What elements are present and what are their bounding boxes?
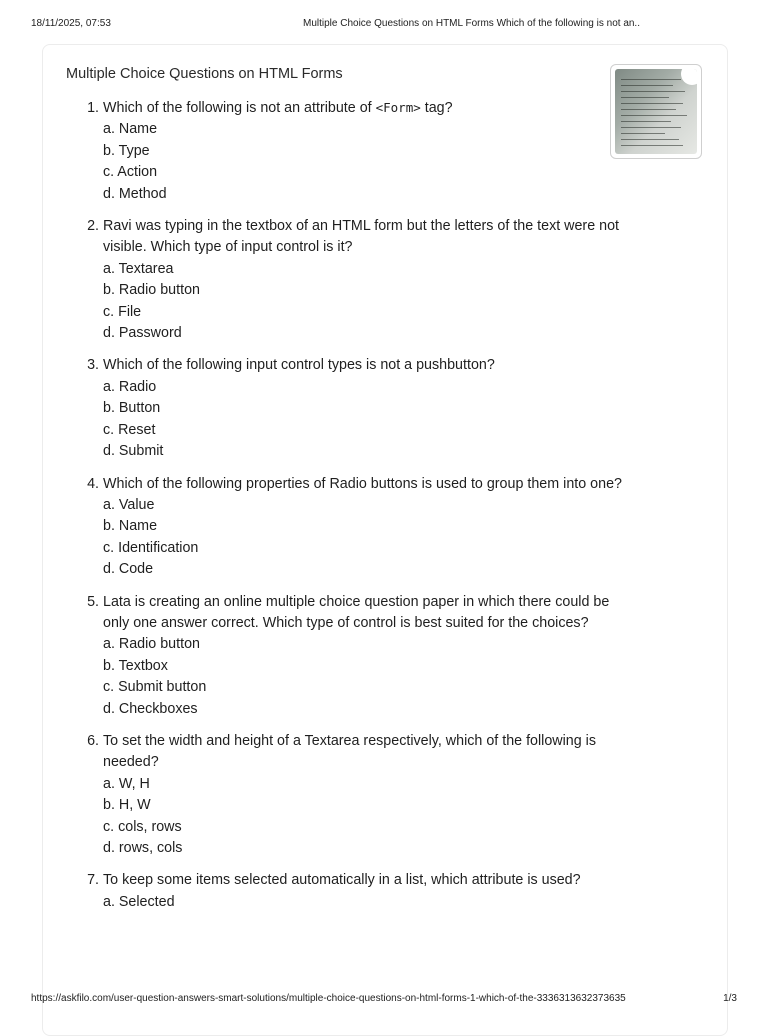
option-list xyxy=(103,377,623,463)
print-date: 18/11/2025, 07:53 xyxy=(31,18,111,29)
source-url: https://askfilo.com/user-question-answers-smart-solutions/multiple-choice-questions-on-html-forms-1-which-of-the-3336313632373635 xyxy=(31,993,626,1004)
option-list xyxy=(103,259,623,345)
option: a. Radio xyxy=(103,378,157,395)
option: d. Code xyxy=(103,561,154,578)
question-item xyxy=(103,592,623,720)
question-text: 6. To set the width and height of a Textarea respectively, which of the following is needed? xyxy=(103,732,596,771)
option: a. W, H xyxy=(103,775,150,792)
option: a. Name xyxy=(103,121,158,138)
option: d. Password xyxy=(103,325,182,342)
question-item xyxy=(103,97,623,205)
option: c. File xyxy=(103,303,142,320)
option: a. Selected xyxy=(103,893,175,910)
question-item xyxy=(103,474,623,581)
question-text: 3. Which of the following input control types is not a pushbutton? xyxy=(103,357,495,374)
question-item xyxy=(103,731,623,859)
form-tag-code: <Form> xyxy=(375,100,421,115)
option: d. Method xyxy=(103,185,167,202)
option: a. Value xyxy=(103,496,155,513)
question-list xyxy=(84,97,623,924)
option: b. Type xyxy=(103,142,150,159)
option: b. Radio button xyxy=(103,282,200,299)
print-footer xyxy=(31,993,737,1007)
option: d. Checkboxes xyxy=(103,700,198,717)
question-text: 7. To keep some items selected automatically in a list, which attribute is used? xyxy=(103,872,581,889)
question-photo xyxy=(615,69,697,154)
option: a. Textarea xyxy=(103,260,174,277)
option-list xyxy=(103,774,623,860)
option: b. Name xyxy=(103,518,158,535)
question-text: 5. Lata is creating an online multiple choice question paper in which there could be only one answer correct. Which type of control is best suited for the choices? xyxy=(103,593,610,631)
page-title: Multiple Choice Questions on HTML Forms xyxy=(66,66,343,82)
option-list xyxy=(103,892,623,913)
option: c. Reset xyxy=(103,421,156,438)
page-number: 1/3 xyxy=(723,993,737,1004)
option: c. Action xyxy=(103,164,158,181)
option: b. Button xyxy=(103,400,161,417)
print-header xyxy=(31,18,737,32)
option: d. rows, cols xyxy=(103,840,183,856)
question-item xyxy=(103,355,623,462)
option: c. Submit button xyxy=(103,679,207,696)
option-list xyxy=(103,634,623,720)
option: a. Radio button xyxy=(103,636,200,653)
question-text: 4. Which of the following properties of Radio buttons is used to group them into one? xyxy=(103,475,622,492)
question-text: 1. Which of the following is not an attribute of <Form> tag? xyxy=(103,100,453,116)
question-item xyxy=(103,870,623,913)
question-item xyxy=(103,216,623,344)
print-title: Multiple Choice Questions on HTML Forms Which of the following is not an.. xyxy=(303,18,640,29)
option: c. cols, rows xyxy=(103,818,182,835)
option: c. Identification xyxy=(103,539,199,556)
option-list xyxy=(103,495,623,581)
option: b. Textbox xyxy=(103,657,168,674)
question-text: 2. Ravi was typing in the textbox of an HTML form but the letters of the text were not visible. Which type of input control is it? xyxy=(103,218,619,256)
option-list xyxy=(103,119,623,205)
option: b. H, W xyxy=(103,797,151,814)
option: d. Submit xyxy=(103,443,164,460)
question-image-thumbnail[interactable] xyxy=(610,64,702,159)
